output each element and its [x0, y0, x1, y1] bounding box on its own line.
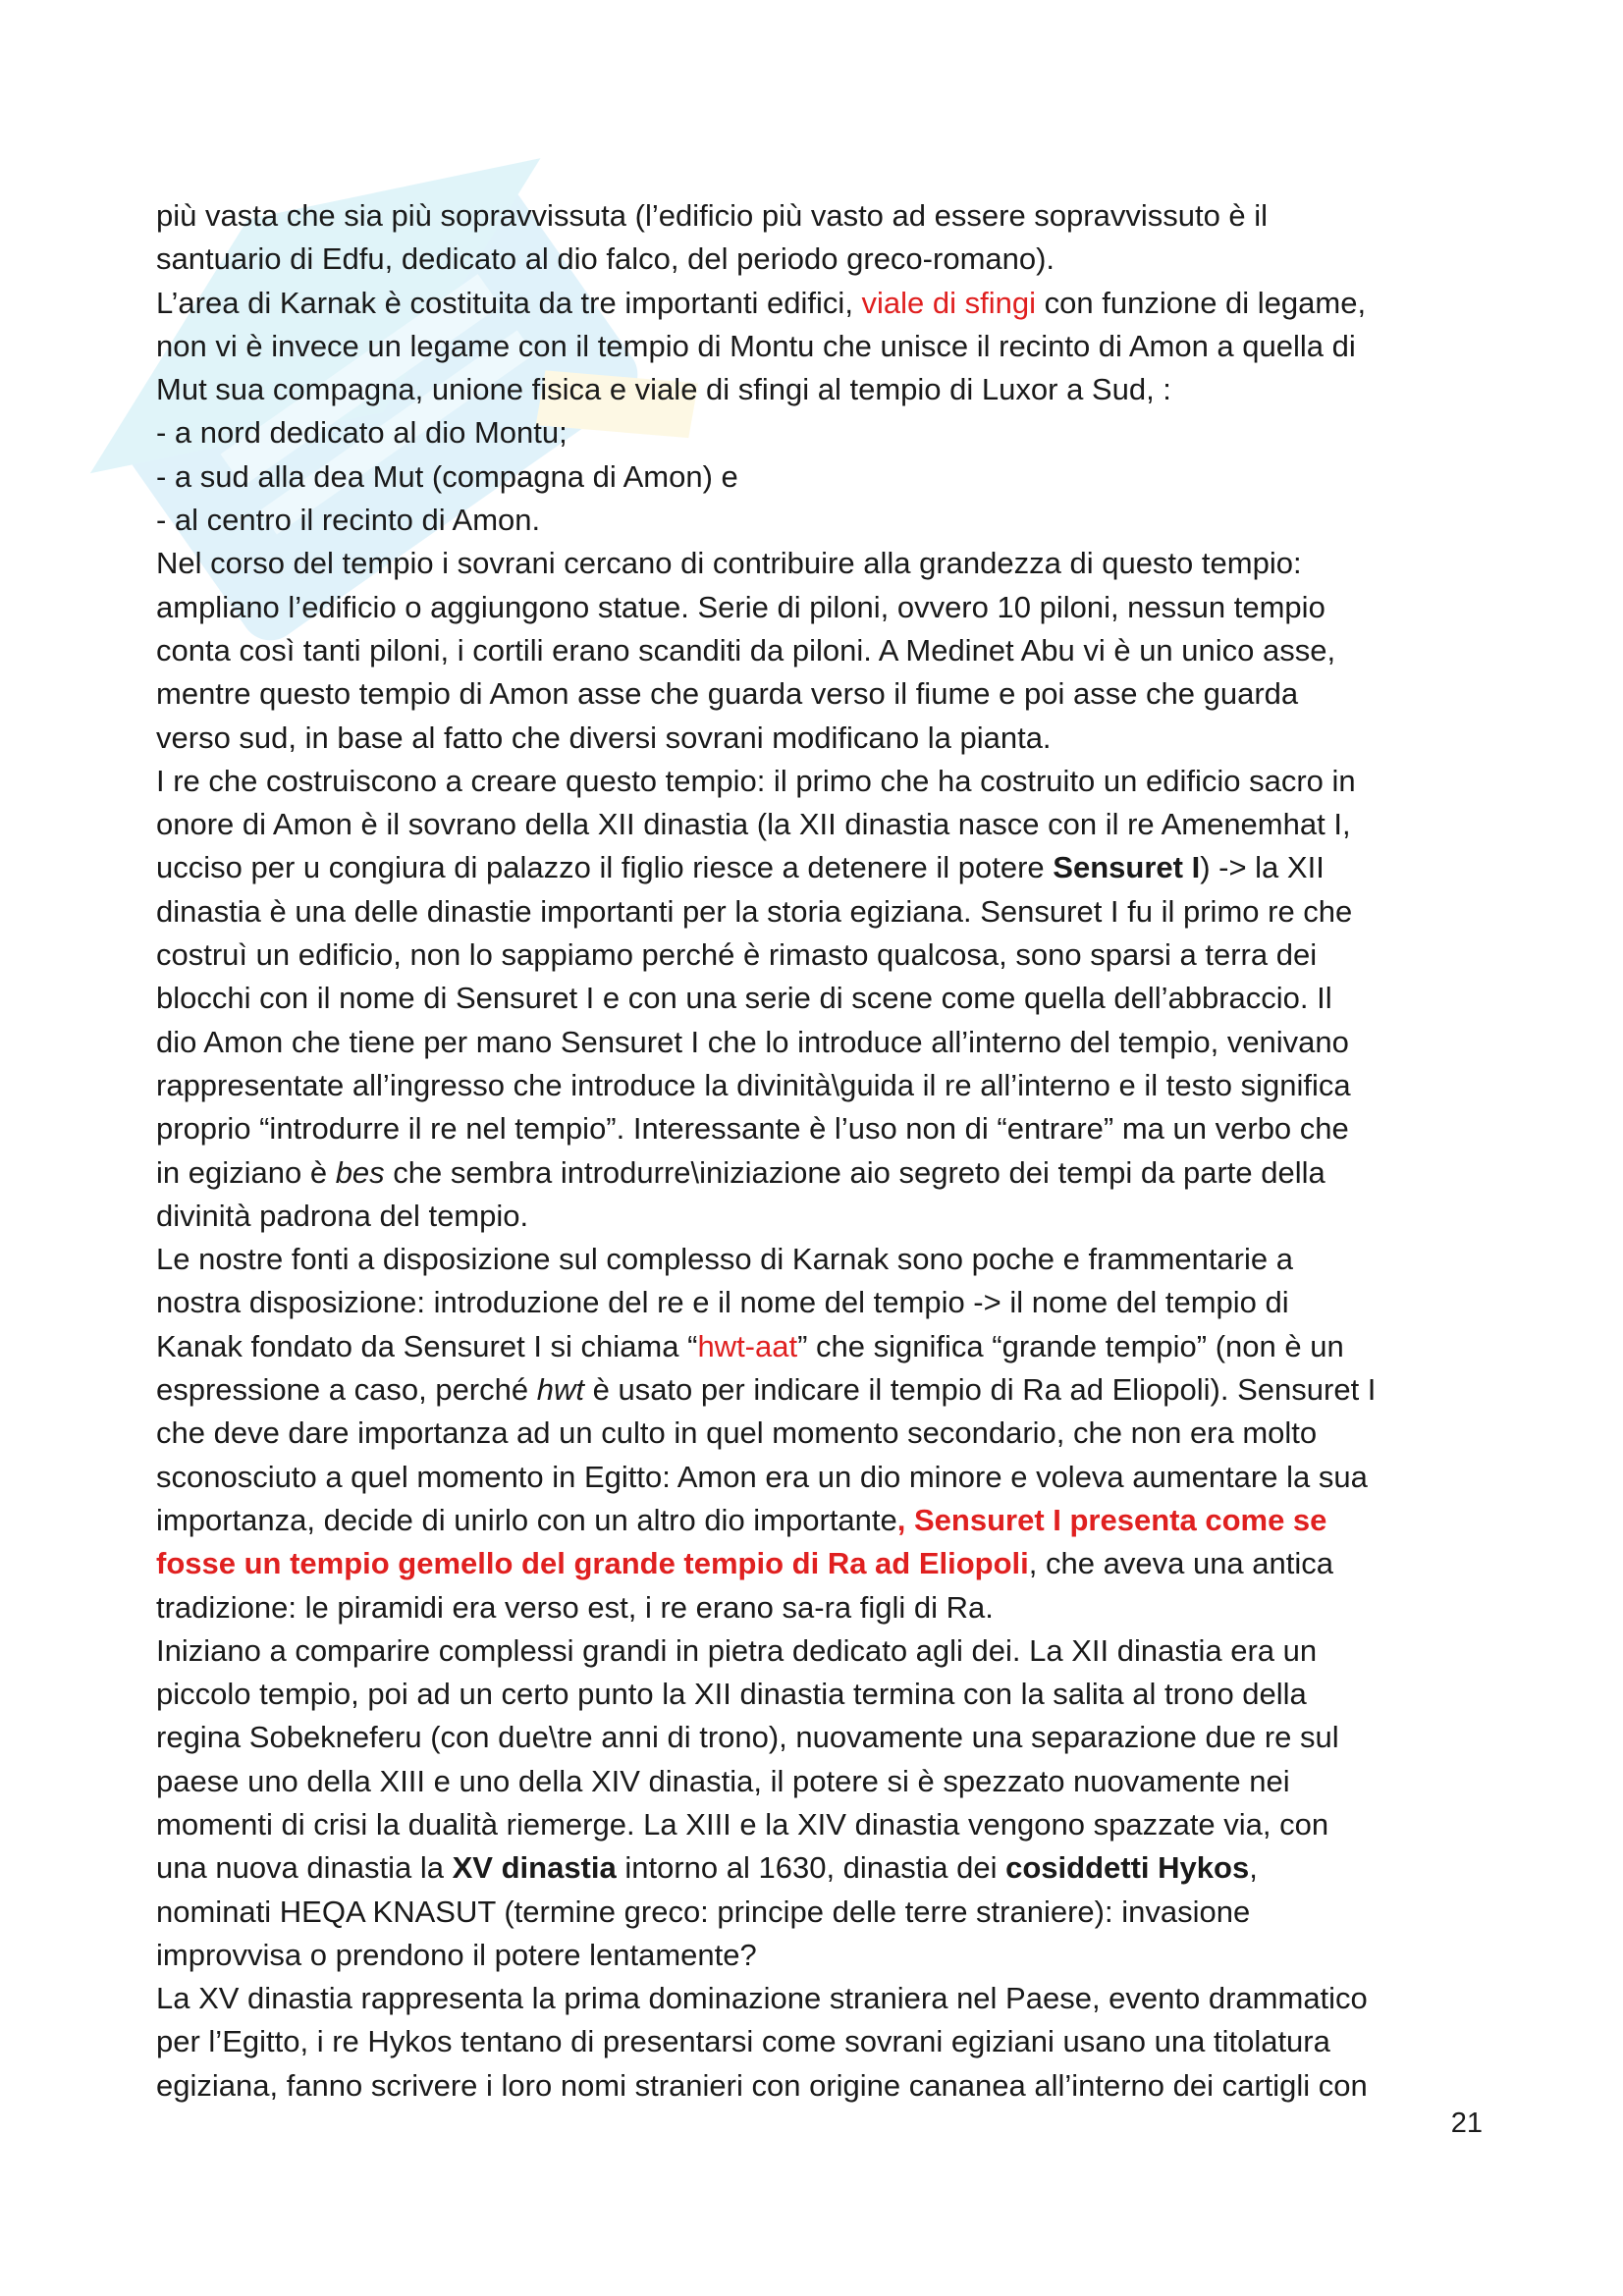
text-segment: Kanak fondato da Sensuret I si chiama “ [156, 1328, 698, 1363]
text-segment: importanza, decide di unirlo con un altro dio importante [156, 1502, 897, 1537]
text-segment: Nel corso del tempio i sovrani cercano di contribuire alla grandezza di questo tempio: [156, 546, 1302, 581]
text-segment: egiziana, fanno scrivere i loro nomi stranieri con origine cananea all’interno dei cartigli con [156, 2067, 1368, 2103]
emphasized-text: viale di sfingi [861, 285, 1037, 320]
text-segment: Iniziano a comparire complessi grandi in pietra dedicato agli dei. La XII dinastia era un [156, 1632, 1318, 1668]
text-segment: verso sud, in base al fatto che diversi sovrani modificano la pianta. [156, 720, 1052, 755]
text-segment: tradizione: le piramidi era verso est, i re erano sa-ra figli di Ra. [156, 1589, 994, 1625]
emphasized-text: fosse un tempio gemello del grande tempio di Ra ad Eliopoli [156, 1546, 1029, 1581]
text-segment: in egiziano è [156, 1154, 336, 1190]
text-segment: La XV dinastia rappresenta la prima dominazione straniera nel Paese, evento drammatico [156, 1981, 1368, 2016]
text-segment: , che aveva una antica [1028, 1546, 1334, 1581]
emphasized-text: cosiddetti Hykos [1005, 1850, 1250, 1886]
text-segment: intorno al 1630, dinastia dei [616, 1850, 1006, 1886]
text-segment: più vasta che sia più sopravvissuta (l’edificio più vasto ad essere sopravvissuto è il [156, 198, 1269, 233]
text-segment: santuario di Edfu, dedicato al dio falco, del periodo greco-romano). [156, 241, 1055, 277]
text-line [156, 1107, 1491, 1150]
text-line [156, 1760, 1491, 1803]
emphasized-text: hwt-aat [697, 1328, 798, 1363]
text-segment: regina Sobekneferu (con due\tre anni di trono), nuovamente una separazione due re sul [156, 1720, 1339, 1755]
text-line [156, 2020, 1491, 2063]
text-segment: ampliano l’edificio o aggiungono statue. Serie di piloni, ovvero 10 piloni, nessun tempio [156, 589, 1325, 624]
text-segment: dinastia è una delle dinastie importanti per la storia egiziana. Sensuret I fu il primo re che [156, 893, 1353, 929]
text-segment: rappresentate all’ingresso che introduce la divinità\guida il re all’interno e il testo significa [156, 1067, 1351, 1102]
text-line [156, 1151, 1491, 1195]
text-line [156, 890, 1491, 934]
emphasized-text: , Sensuret I presenta come se [896, 1502, 1327, 1537]
text-line [156, 1803, 1491, 1846]
text-line [156, 1325, 1491, 1368]
text-line [156, 282, 1491, 325]
text-segment: - a sud alla dea Mut (compagna di Amon) e [156, 458, 738, 494]
text-line [156, 1195, 1491, 1238]
text-segment: , [1249, 1850, 1258, 1886]
text-segment: paese uno della XIII e uno della XIV dinastia, il potere si è spezzato nuovamente nei [156, 1763, 1290, 1798]
text-segment: con funzione di legame, [1036, 285, 1367, 320]
text-line [156, 629, 1491, 672]
emphasized-text: Sensuret I [1053, 850, 1201, 885]
text-segment: piccolo tempio, poi ad un certo punto la XII dinastia termina con la salita al trono della [156, 1677, 1307, 1712]
text-segment: è usato per indicare il tempio di Ra ad Eliopoli). Sensuret I [583, 1372, 1377, 1408]
text-segment: costruì un edificio, non lo sappiamo perché è rimasto qualcosa, sono sparsi a terra dei [156, 937, 1318, 973]
text-line [156, 1846, 1491, 1890]
text-line [156, 672, 1491, 716]
text-segment: dio Amon che tiene per mano Sensuret I che lo introduce all’interno del tempio, venivano [156, 1024, 1349, 1059]
text-line [156, 1499, 1491, 1542]
text-line [156, 1368, 1491, 1412]
text-line [156, 1891, 1491, 1934]
text-line [156, 1456, 1491, 1499]
text-line [156, 586, 1491, 629]
text-segment: Mut sua compagna, unione fisica e viale di sfingi al tempio di Luxor a Sud, : [156, 372, 1171, 407]
text-line [156, 1238, 1491, 1281]
text-segment: divinità padrona del tempio. [156, 1198, 529, 1233]
text-line [156, 2064, 1491, 2108]
text-segment: Le nostre fonti a disposizione sul complesso di Karnak sono poche e frammentarie a [156, 1242, 1293, 1277]
text-line [156, 325, 1491, 368]
text-segment: ucciso per u congiura di palazzo il figlio riesce a detenere il potere [156, 850, 1054, 885]
text-line [156, 1281, 1491, 1324]
text-segment: che sembra introdurre\iniziazione aio segreto dei tempi da parte della [384, 1154, 1325, 1190]
text-segment: nominati HEQA KNASUT (termine greco: principe delle terre straniere): invasione [156, 1894, 1251, 1929]
text-segment: proprio “introdurre il re nel tempio”. Interessante è l’uso non di “entrare” ma un verbo che [156, 1111, 1349, 1147]
text-segment: - al centro il recinto di Amon. [156, 503, 541, 538]
text-line [156, 846, 1491, 889]
text-segment: blocchi con il nome di Sensuret I e con una serie di scene come quella dell’abbraccio. Il [156, 981, 1332, 1016]
text-segment: conta così tanti piloni, i cortili erano scanditi da piloni. A Medinet Abu vi è un unico asse, [156, 632, 1336, 667]
text-segment: onore di Amon è il sovrano della XII dinastia (la XII dinastia nasce con il re Amenemhat I, [156, 807, 1351, 842]
text-line [156, 977, 1491, 1020]
text-segment: ) -> la XII [1200, 850, 1325, 885]
page-number: 21 [1450, 2108, 1483, 2139]
text-line [156, 1412, 1491, 1455]
text-line [156, 368, 1491, 411]
text-line [156, 717, 1491, 760]
text-line [156, 499, 1491, 542]
text-segment: che deve dare importanza ad un culto in quel momento secondario, che non era molto [156, 1415, 1318, 1451]
text-line [156, 1064, 1491, 1107]
text-line [156, 194, 1491, 238]
text-segment: mentre questo tempio di Amon asse che guarda verso il fiume e poi asse che guarda [156, 676, 1299, 712]
text-segment: improvvisa o prendono il potere lentamente? [156, 1937, 757, 1972]
text-segment: espressione a caso, perché [156, 1372, 537, 1408]
text-line [156, 1629, 1491, 1673]
text-segment: - a nord dedicato al dio Montu; [156, 415, 568, 451]
text-segment: nostra disposizione: introduzione del re e il nome del tempio -> il nome del tempio di [156, 1285, 1289, 1320]
text-line [156, 1021, 1491, 1064]
text-segment: momenti di crisi la dualità riemerge. La XIII e la XIV dinastia vengono spazzate via, con [156, 1806, 1329, 1842]
text-segment: ” che significa “grande tempio” (non è un [797, 1328, 1344, 1363]
text-line [156, 1673, 1491, 1716]
text-line [156, 1934, 1491, 1977]
text-line [156, 1542, 1491, 1585]
text-line [156, 411, 1491, 454]
text-line [156, 542, 1491, 585]
text-line [156, 1586, 1491, 1629]
text-segment: una nuova dinastia la [156, 1850, 453, 1886]
emphasized-text: bes [335, 1154, 385, 1190]
text-line [156, 1716, 1491, 1759]
text-line [156, 455, 1491, 499]
text-line [156, 803, 1491, 846]
text-line [156, 1977, 1491, 2020]
emphasized-text: XV dinastia [452, 1850, 617, 1886]
text-line [156, 760, 1491, 803]
text-segment: per l’Egitto, i re Hykos tentano di presentarsi come sovrani egiziani usano una titolatura [156, 2024, 1330, 2059]
text-segment: non vi è invece un legame con il tempio di Montu che unisce il recinto di Amon a quella di [156, 328, 1356, 363]
text-line [156, 934, 1491, 977]
document-body [156, 194, 1491, 2108]
emphasized-text: hwt [536, 1372, 584, 1408]
text-segment: sconosciuto a quel momento in Egitto: Amon era un dio minore e voleva aumentare la sua [156, 1459, 1368, 1494]
text-segment: L’area di Karnak è costituita da tre importanti edifici, [156, 285, 862, 320]
text-segment: I re che costruiscono a creare questo tempio: il primo che ha costruito un edificio sacro in [156, 763, 1356, 798]
text-line [156, 238, 1491, 281]
